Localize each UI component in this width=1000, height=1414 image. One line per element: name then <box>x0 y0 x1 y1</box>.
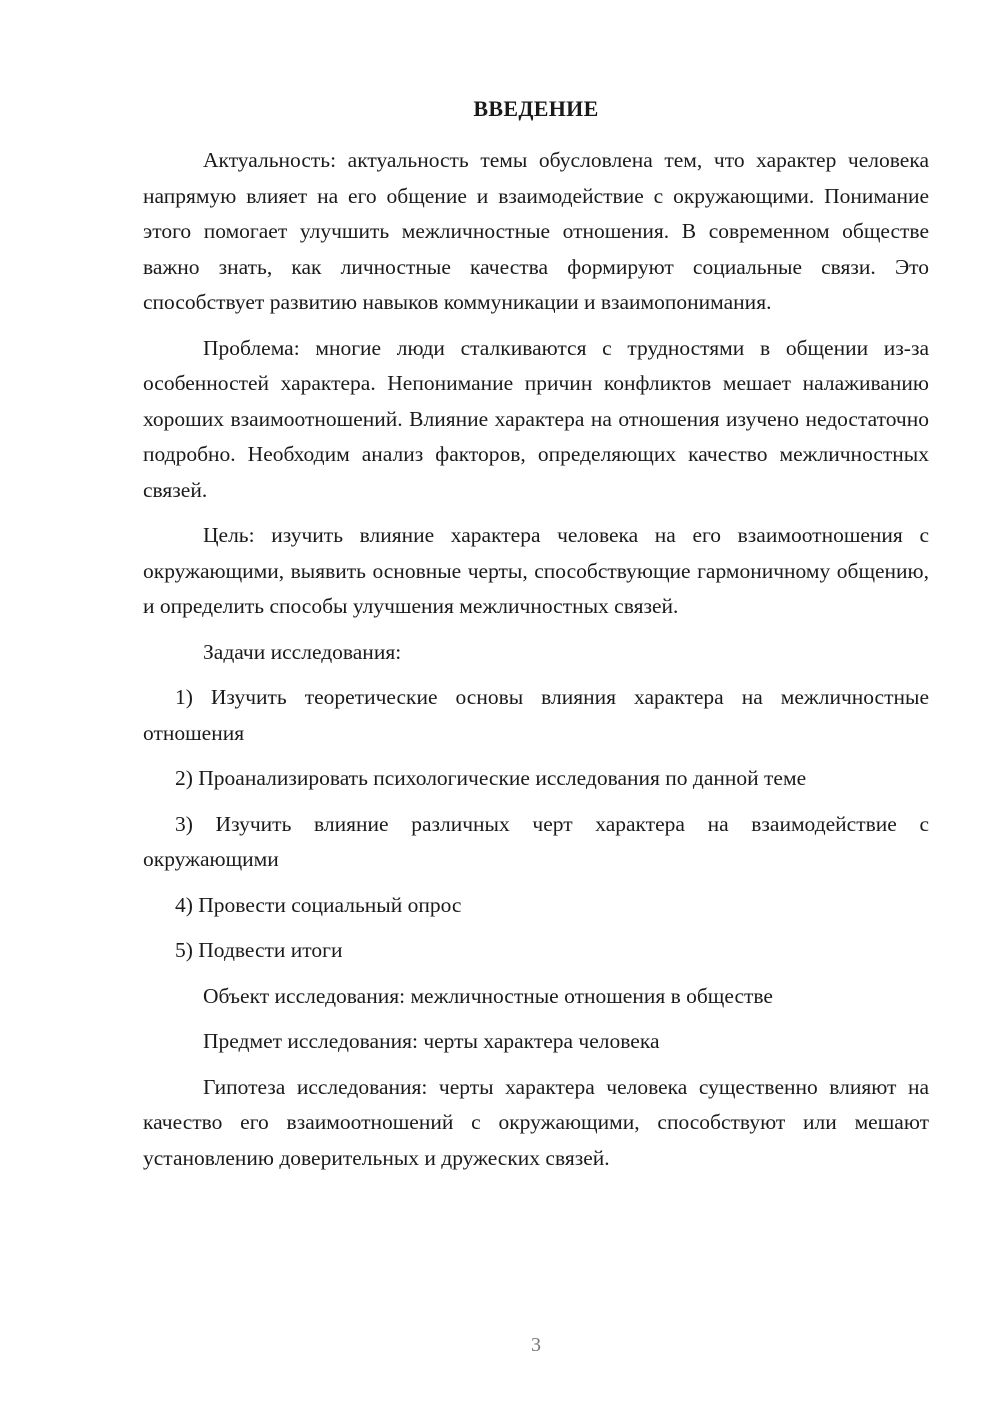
page-number: 3 <box>531 1334 541 1356</box>
page-title: ВВЕДЕНИЕ <box>473 96 599 121</box>
list-item: 1) Изучить теоретические основы влияния характера на межличностные отношения <box>143 685 929 745</box>
paragraph-subject: Предмет исследования: черты характера человека <box>203 1029 660 1053</box>
paragraph-goal: Цель: изучить влияние характера человека на его взаимоотношения с окружающими, выявить основные черты, способствующие гармоничному общению, и определить способы улучшения межличностных связей. <box>143 523 929 618</box>
paragraph-hypothesis: Гипотеза исследования: черты характера человека существенно влияют на качество его взаимоотношений с окружающими, способствуют или мешают установлению доверительных и дружеских связей. <box>143 1074 929 1170</box>
list-item: 3) Изучить влияние различных черт характера на взаимодействие с окружающими <box>143 811 929 871</box>
paragraph-problem: Проблема: многие люди сталкиваются с трудностями в общении из-за особенностей характера. Непонимание причин конфликтов мешает налаживанию хороших взаимоотношений. Влияние характера на отношения изучено недостаточно подробно. Необходим анализ факторов, определяющих качество межличностных связей. <box>143 335 929 502</box>
list-item: 2) Проанализировать психологические исследования по данной теме <box>175 766 807 790</box>
list-item: 5) Подвести итоги <box>175 938 343 962</box>
paragraph-object: Объект исследования: межличностные отношения в обществе <box>203 983 773 1008</box>
list-item: 4) Провести социальный опрос <box>175 892 462 917</box>
paragraph-relevance: Актуальность: актуальность темы обусловлена тем, что характер человека напрямую влияет на его общение и взаимодействие с окружающими. Понимание этого помогает улучшить межличностные отношения. В современном обществе важно знать, как личностные качества формируют социальные связи. Это способствует развитию навыков коммуникации и взаимопонимания. <box>143 148 929 314</box>
tasks-label: Задачи исследования: <box>203 639 402 664</box>
document-body <box>143 143 929 1186</box>
